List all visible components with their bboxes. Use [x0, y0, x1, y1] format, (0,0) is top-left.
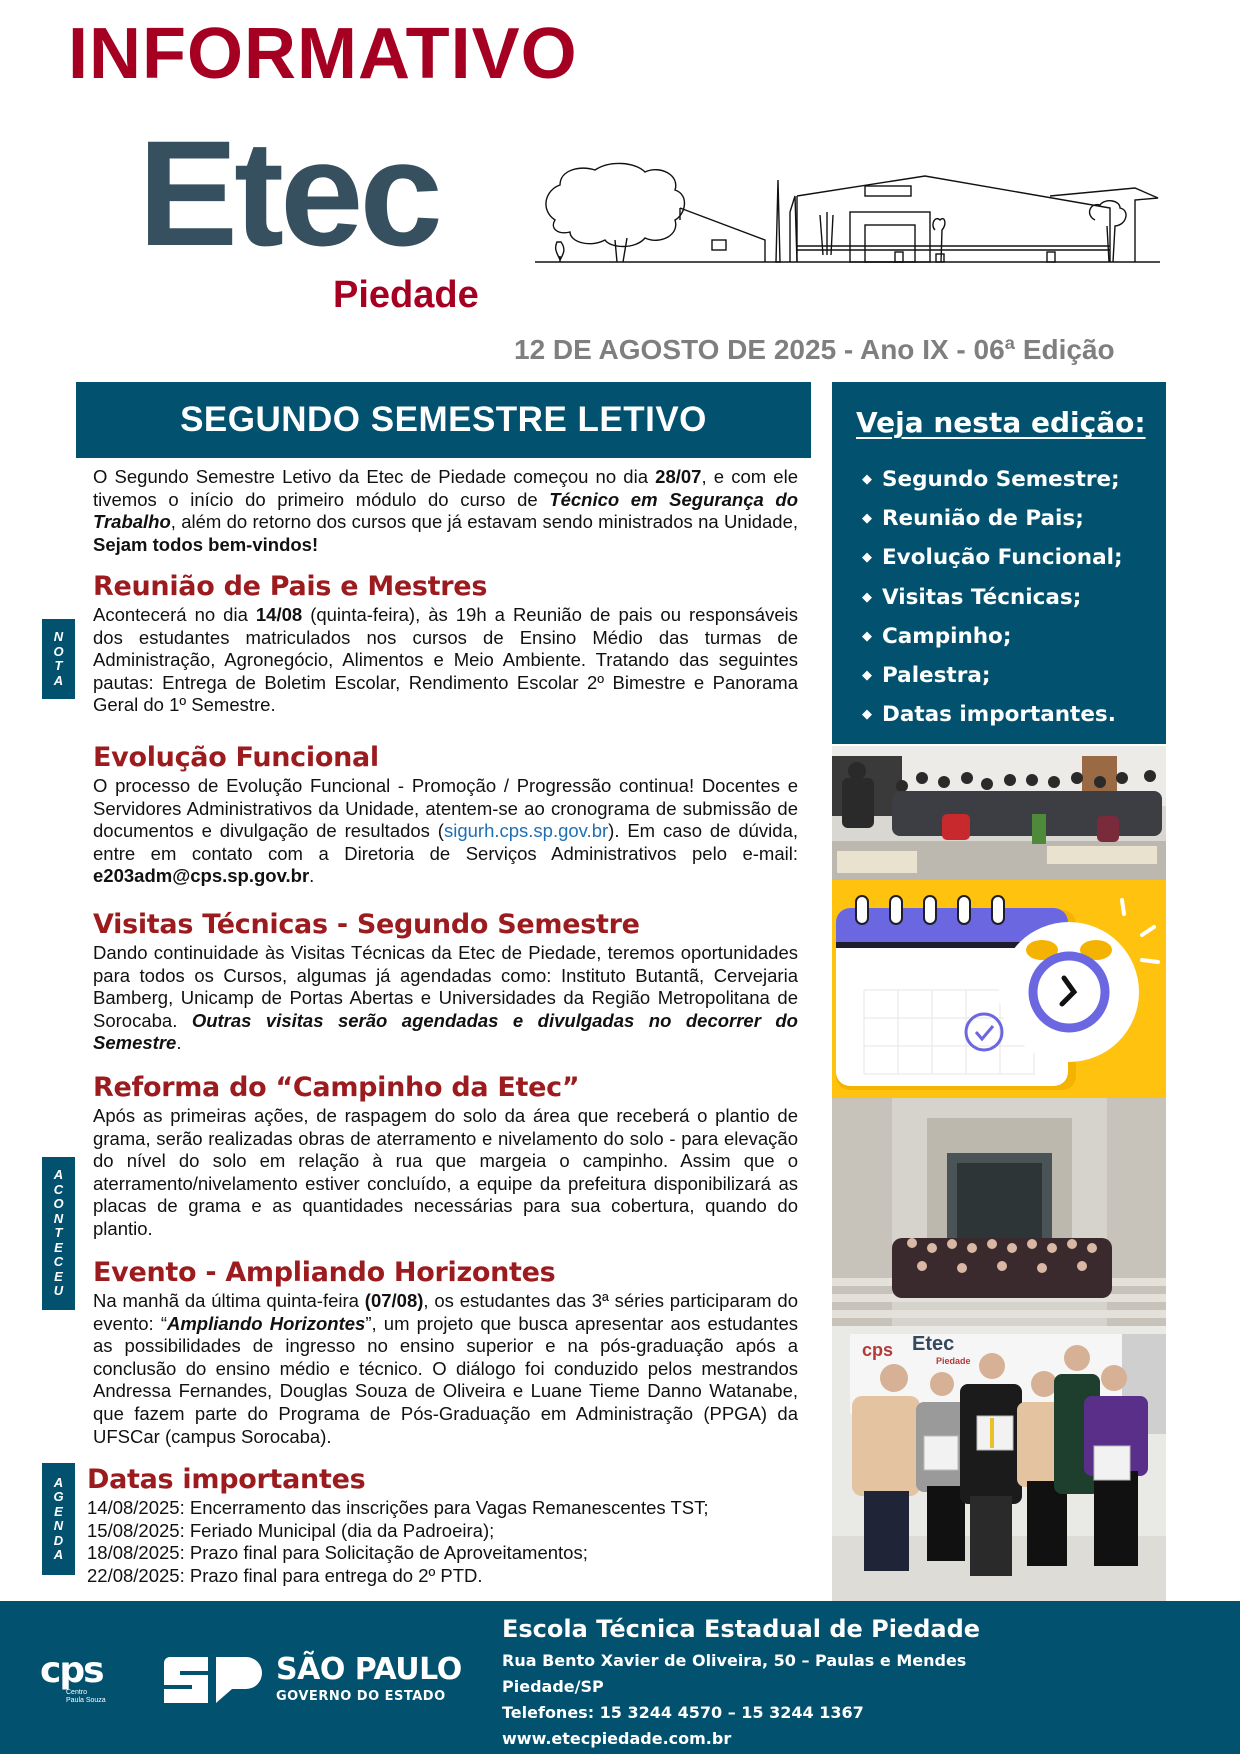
- section-title-reuniao: Reunião de Pais e Mestres: [93, 571, 488, 602]
- evento-date: (07/08): [364, 1290, 424, 1311]
- sp-government-logo-icon: [164, 1657, 264, 1703]
- tag-letter: A: [53, 1474, 64, 1490]
- toc-item-label: Palestra;: [882, 662, 991, 688]
- cps-caption-line: Centro: [66, 1689, 88, 1696]
- contact-email[interactable]: e203adm@cps.sp.gov.br: [93, 865, 310, 887]
- tag-letter: T: [54, 658, 63, 673]
- tag-letter: A: [53, 1167, 64, 1183]
- evento-text: , os estudantes das 3ª séries participaram do evento: “: [93, 1290, 798, 1334]
- photo-class-group: [832, 746, 1166, 880]
- school-name: Escola Técnica Estadual de Piedade: [502, 1615, 981, 1643]
- school-website[interactable]: www.etecpiedade.com.br: [502, 1729, 732, 1748]
- banner-etec-logo: Etec: [912, 1333, 955, 1355]
- tag-letter: E: [54, 1503, 63, 1519]
- evento-name: Ampliando Horizontes: [167, 1312, 366, 1334]
- tag-letter: A: [53, 672, 64, 688]
- cps-logo-mark: cps: [40, 1650, 103, 1691]
- tag-letter: N: [53, 1518, 64, 1533]
- toc-item[interactable]: [862, 538, 1123, 577]
- tag-letter: C: [53, 1181, 64, 1197]
- school-address: Rua Bento Xavier de Oliveira, 50 – Paulas e Mendes: [502, 1651, 967, 1670]
- section-title-visitas: Visitas Técnicas - Segundo Semestre: [93, 909, 640, 940]
- diamond-bullet-icon: ◆: [862, 628, 872, 644]
- reuniao-text: (quinta-feira), às 19h a Reunião de pais ou responsáveis dos estudantes matriculados nos cursos de Ensino Médio das turmas de Administração, Agronegócio, Alimentos e Meio Ambiente. Tratando das seguintes pautas: Entrega de Boletim Escolar, Rendimento Escolar 2º Bimestre e Panorama Geral do 1º Semestre.: [93, 604, 798, 716]
- diamond-bullet-icon: ◆: [862, 511, 872, 527]
- reuniao-date: 14/08: [255, 604, 303, 625]
- toc-item[interactable]: [862, 695, 1123, 734]
- toc-item-label: Evolução Funcional;: [882, 545, 1123, 571]
- date-description: Prazo final para Solicitação de Aproveitamentos;: [184, 1542, 588, 1564]
- tag-letter: U: [53, 1283, 64, 1299]
- visitas-text: Dando continuidade às Visitas Técnicas da Etec de Piedade, teremos oportunidades para todos os Cursos, algumas já agendadas como: Instituto Butantã, Cervejaria Bamberg, Unicamp de Portas Abertas e Universidades da Região Metropolitana de Sorocaba.: [93, 942, 798, 1031]
- cps-logo-caption: [66, 1689, 116, 1705]
- tag-letter: O: [53, 1196, 64, 1212]
- side-tag-agenda: [42, 1463, 75, 1575]
- tag-letter: N: [53, 1210, 64, 1226]
- banner-piedade-text: Piedade: [936, 1356, 971, 1366]
- date-value: 22/08/2025:: [87, 1564, 185, 1586]
- masthead-title: INFORMATIVO: [68, 14, 578, 94]
- reuniao-text: Acontecerá no dia: [93, 604, 256, 625]
- diamond-bullet-icon: ◆: [862, 472, 872, 487]
- tag-letter: T: [54, 1225, 63, 1241]
- intro-text: , e com ele tivemos o início do primeiro módulo do curso de: [93, 466, 798, 510]
- date-item: [87, 1497, 807, 1520]
- date-description: Feriado Municipal (dia da Padroeira);: [184, 1519, 495, 1541]
- toc-item-label: Segundo Semestre;: [882, 467, 1120, 492]
- toc-item-label: Reunião de Pais;: [882, 506, 1084, 532]
- photo-award-group: [832, 1326, 1166, 1601]
- tag-letter: N: [53, 629, 64, 644]
- intro-start-date: 28/07: [655, 466, 702, 487]
- section-title-campinho: Reforma do “Campinho da Etec”: [93, 1072, 580, 1103]
- intro-welcome: Sejam todos bem-vindos!: [93, 533, 319, 555]
- side-tag-aconteceu: [42, 1157, 75, 1310]
- intro-course-name: Técnico em Segurança do Trabalho: [93, 488, 798, 533]
- intro-paragraph: [93, 466, 798, 556]
- sp-logo-text: SÃO PAULO: [276, 1652, 462, 1687]
- campinho-paragraph: Após as primeiras ações, de raspagem do solo da área que receberá o plantio de grama, serão realizadas obras de aterramento e nivelamento do solo - para elevação do nível do solo em relação à rua que margeia o campinho. Assim que o aterramento/nivelamento estiver concluído, a equipe da prefeitura disponibilizará as placas de grama e as quantidades necessárias para sua cobertura, quando do plantio.: [93, 1105, 798, 1239]
- diamond-bullet-icon: ◆: [862, 589, 872, 605]
- visitas-text: .: [176, 1032, 182, 1054]
- footer: [0, 1601, 1240, 1754]
- cps-caption-line: Paula Souza: [66, 1697, 106, 1704]
- visitas-emphasis: Outras visitas serão agendadas e divulgadas no decorrer do Semestre: [93, 1009, 798, 1054]
- cps-logo: [40, 1650, 116, 1709]
- section-banner: SEGUNDO SEMESTRE LETIVO: [76, 382, 811, 458]
- class-group-illustration: [832, 746, 1166, 880]
- edition-date-line: 12 DE AGOSTO DE 2025 - Ano IX - 06ª Edição: [514, 334, 1115, 365]
- sp-logo-subtitle: GOVERNO DO ESTADO: [276, 1689, 446, 1704]
- section-title-evento: Evento - Ampliando Horizontes: [93, 1257, 556, 1288]
- evento-paragraph: [93, 1290, 798, 1448]
- toc-list: [862, 460, 1123, 734]
- toc-item-label: Visitas Técnicas;: [882, 584, 1082, 610]
- toc-item[interactable]: [862, 499, 1123, 538]
- tag-letter: A: [53, 1547, 64, 1562]
- intro-text: , além do retorno dos cursos que já estavam sendo ministrados na Unidade,: [170, 511, 798, 533]
- date-description: Encerramento das inscrições para Vagas Remanescentes TST;: [184, 1497, 709, 1518]
- table-of-contents: [832, 382, 1166, 744]
- date-item: [87, 1520, 807, 1543]
- toc-item[interactable]: [862, 460, 1123, 499]
- tag-letter: D: [53, 1532, 64, 1548]
- evolucao-paragraph: [93, 775, 798, 888]
- toc-item-label: Campinho;: [882, 623, 1012, 649]
- diamond-bullet-icon: ◆: [862, 667, 872, 683]
- intro-text: O Segundo Semestre Letivo da Etec de Piedade começou no dia: [93, 466, 656, 487]
- section-title-datas: Datas importantes: [87, 1464, 366, 1495]
- building-group-illustration: [832, 1098, 1166, 1326]
- evento-text: Na manhã da última quinta-feira: [93, 1290, 365, 1311]
- tag-letter: G: [53, 1489, 64, 1504]
- tag-letter: E: [54, 1268, 63, 1284]
- date-description: Prazo final para entrega do 2º PTD.: [184, 1564, 483, 1586]
- evolucao-text: O processo de Evolução Funcional - Promoção / Progressão continua! Docentes e Servidores Administrativos da Unidade, atentem-se ao cronograma de submissão de documentos e divulgação de resultados (: [93, 775, 798, 842]
- reuniao-paragraph: [93, 604, 798, 717]
- toc-item[interactable]: [862, 656, 1123, 695]
- date-value: 14/08/2025:: [87, 1497, 185, 1518]
- evolucao-text: ). Em caso de dúvida, entre em contato com a Diretoria de Serviços Administrativos pelo e-mail:: [93, 820, 798, 864]
- sigurh-link[interactable]: sigurh.cps.sp.gov.br: [443, 820, 609, 842]
- toc-item-label: Datas importantes.: [882, 702, 1116, 728]
- tag-letter: C: [53, 1254, 64, 1270]
- etec-logo-text: Etec: [138, 109, 439, 277]
- tag-letter: O: [53, 643, 64, 659]
- toc-item[interactable]: [862, 617, 1123, 656]
- diamond-bullet-icon: ◆: [862, 550, 872, 566]
- date-item: [87, 1565, 807, 1588]
- award-group-illustration: [832, 1326, 1166, 1601]
- calendar-clock-illustration: [832, 880, 1166, 1098]
- evolucao-text: .: [309, 865, 315, 887]
- etec-logo-subtitle: Piedade: [333, 274, 479, 316]
- toc-title: Veja nesta edição:: [856, 406, 1146, 439]
- tag-letter: E: [54, 1239, 63, 1255]
- important-dates-list: [87, 1497, 807, 1587]
- date-value: 18/08/2025:: [87, 1542, 185, 1564]
- evento-text: ”, um projeto que busca apresentar aos estudantes as possibilidades de ingresso no ensino superior e na pós-graduação após a conclusão do ensino médio e técnico. O diálogo foi conduzido pelos mestrandos Andressa Fernandes, Douglas Souza de Oliveira e Luane Tieme Danno Watanabe, que fazem parte do Programa de Pós-Graduação em Administração (PPGA) da UFSCar (campus Sorocaba).: [93, 1312, 798, 1447]
- school-phones: Telefones: 15 3244 4570 – 15 3244 1367: [502, 1703, 864, 1722]
- calendar-alarm-icon: [832, 880, 1166, 1098]
- date-item: [87, 1542, 807, 1565]
- side-tag-nota: [42, 619, 75, 699]
- school-building-drawing: [535, 160, 1160, 268]
- banner-cps-logo: cps: [862, 1340, 894, 1360]
- diamond-bullet-icon: ◆: [862, 707, 872, 723]
- section-title-evolucao: Evolução Funcional: [93, 742, 379, 773]
- photo-building-stairs-group: [832, 1098, 1166, 1326]
- visitas-paragraph: [93, 942, 798, 1055]
- school-city: Piedade/SP: [502, 1677, 604, 1696]
- date-value: 15/08/2025:: [87, 1519, 185, 1541]
- toc-item[interactable]: [862, 578, 1123, 617]
